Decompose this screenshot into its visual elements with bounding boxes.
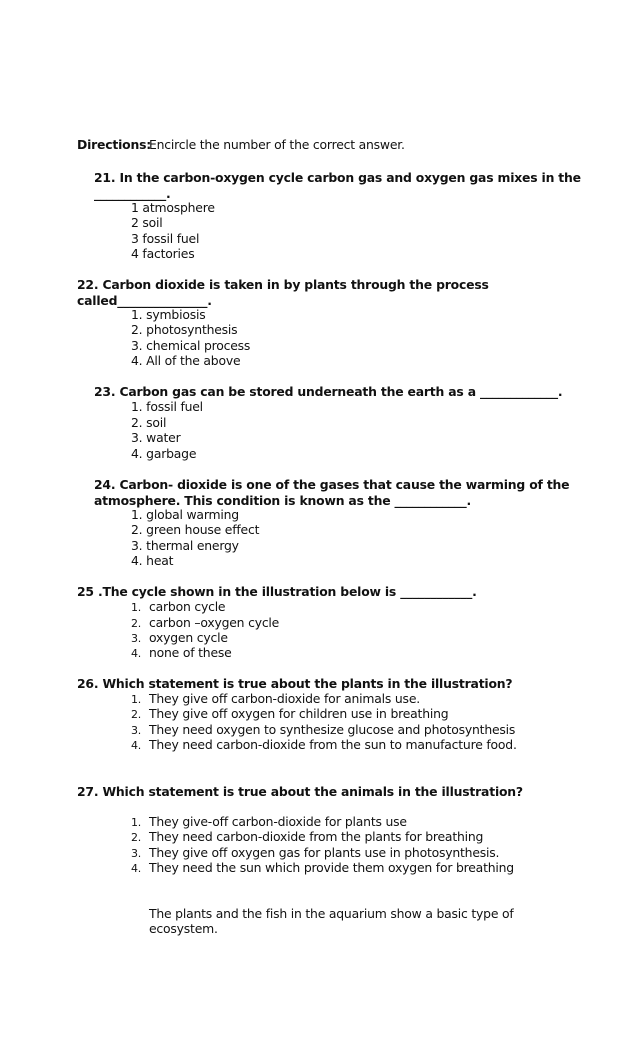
q27-option-2[interactable] [131, 829, 483, 844]
directions-label: Directions: [77, 137, 152, 152]
q25-option-3-number: 3. [131, 632, 142, 645]
q25-option-1-number: 1. [131, 601, 142, 614]
q23-option-3[interactable]: 3. water [131, 430, 181, 445]
q24-stem-line2: atmosphere. This condition is known as the ____________. [94, 493, 471, 508]
q27-option-4-number: 4. [131, 862, 142, 875]
q25-option-4-text: none of these [149, 645, 232, 660]
q24-option-3[interactable]: 3. thermal energy [131, 538, 239, 553]
q21-option-4[interactable]: 4 factories [131, 246, 195, 261]
q23-option-1[interactable]: 1. fossil fuel [131, 399, 203, 414]
q22-option-4[interactable]: 4. All of the above [131, 353, 241, 368]
note-line1: The plants and the fish in the aquarium show a basic type of [149, 906, 514, 921]
q26-stem-line1: 26. Which statement is true about the plants in the illustration? [77, 676, 513, 691]
q22-stem-line2: called_______________. [77, 293, 212, 308]
q21-stem-line1: 21. In the carbon-oxygen cycle carbon gas and oxygen gas mixes in the [94, 170, 581, 185]
q22-option-3[interactable]: 3. chemical process [131, 338, 251, 353]
q25-option-3[interactable] [131, 630, 228, 645]
q27-option-2-number: 2. [131, 831, 142, 844]
q27-option-1-number: 1. [131, 816, 142, 829]
q21-option-3[interactable]: 3 fossil fuel [131, 231, 200, 246]
q27-option-1[interactable] [131, 814, 407, 829]
q26-option-3[interactable] [131, 722, 515, 737]
directions-text: Encircle the number of the correct answer. [149, 137, 405, 152]
q22-option-1[interactable]: 1. symbiosis [131, 307, 206, 322]
q23-stem-line1: 23. Carbon gas can be stored underneath the earth as a _____________. [94, 384, 563, 399]
q27-option-4-text: They need the sun which provide them oxygen for breathing [149, 860, 514, 875]
q25-option-2-number: 2. [131, 617, 142, 630]
q24-stem-line1: 24. Carbon- dioxide is one of the gases that cause the warming of the [94, 477, 570, 492]
q26-option-2-text: They give off oxygen for children use in breathing [149, 706, 449, 721]
q24-option-2[interactable]: 2. green house effect [131, 522, 260, 537]
q21-stem-line2: ____________. [94, 186, 171, 201]
q27-option-2-text: They need carbon-dioxide from the plants for breathing [149, 829, 484, 844]
q21-option-1[interactable]: 1 atmosphere [131, 200, 215, 215]
q25-option-2[interactable] [131, 615, 279, 630]
q22-option-2[interactable]: 2. photosynthesis [131, 322, 238, 337]
q25-stem-line1: 25 .The cycle shown in the illustration below is ____________. [77, 584, 477, 599]
q26-option-3-text: They need oxygen to synthesize glucose and photosynthesis [149, 722, 516, 737]
q27-option-3-text: They give off oxygen gas for plants use in photosynthesis. [149, 845, 500, 860]
q21-option-2[interactable]: 2 soil [131, 215, 163, 230]
q25-option-1[interactable] [131, 599, 225, 614]
q24-option-1[interactable]: 1. global warming [131, 507, 239, 522]
q25-option-3-text: oxygen cycle [149, 630, 228, 645]
q25-option-2-text: carbon –oxygen cycle [149, 615, 280, 630]
q26-option-4[interactable] [131, 737, 517, 752]
q25-option-4[interactable] [131, 645, 232, 660]
q25-option-1-text: carbon cycle [149, 599, 226, 614]
q23-option-4[interactable]: 4. garbage [131, 446, 197, 461]
q27-option-4[interactable] [131, 860, 514, 875]
q26-option-2-number: 2. [131, 708, 142, 721]
q27-option-3-number: 3. [131, 847, 142, 860]
note-line2: ecosystem. [149, 921, 218, 936]
q26-option-1[interactable] [131, 691, 420, 706]
q26-option-1-text: They give off carbon-dioxide for animals use. [149, 691, 420, 706]
q26-option-2[interactable] [131, 706, 448, 721]
q26-option-4-text: They need carbon-dioxide from the sun to manufacture food. [149, 737, 517, 752]
q26-option-4-number: 4. [131, 739, 142, 752]
q26-option-3-number: 3. [131, 724, 142, 737]
q27-stem-line1: 27. Which statement is true about the animals in the illustration? [77, 784, 523, 799]
q24-option-4[interactable]: 4. heat [131, 553, 174, 568]
q25-option-4-number: 4. [131, 647, 142, 660]
q22-stem-line1: 22. Carbon dioxide is taken in by plants through the process [77, 277, 489, 292]
q23-option-2[interactable]: 2. soil [131, 415, 167, 430]
q27-option-3[interactable] [131, 845, 499, 860]
q27-option-1-text: They give-off carbon-dioxide for plants use [149, 814, 407, 829]
q26-option-1-number: 1. [131, 693, 142, 706]
